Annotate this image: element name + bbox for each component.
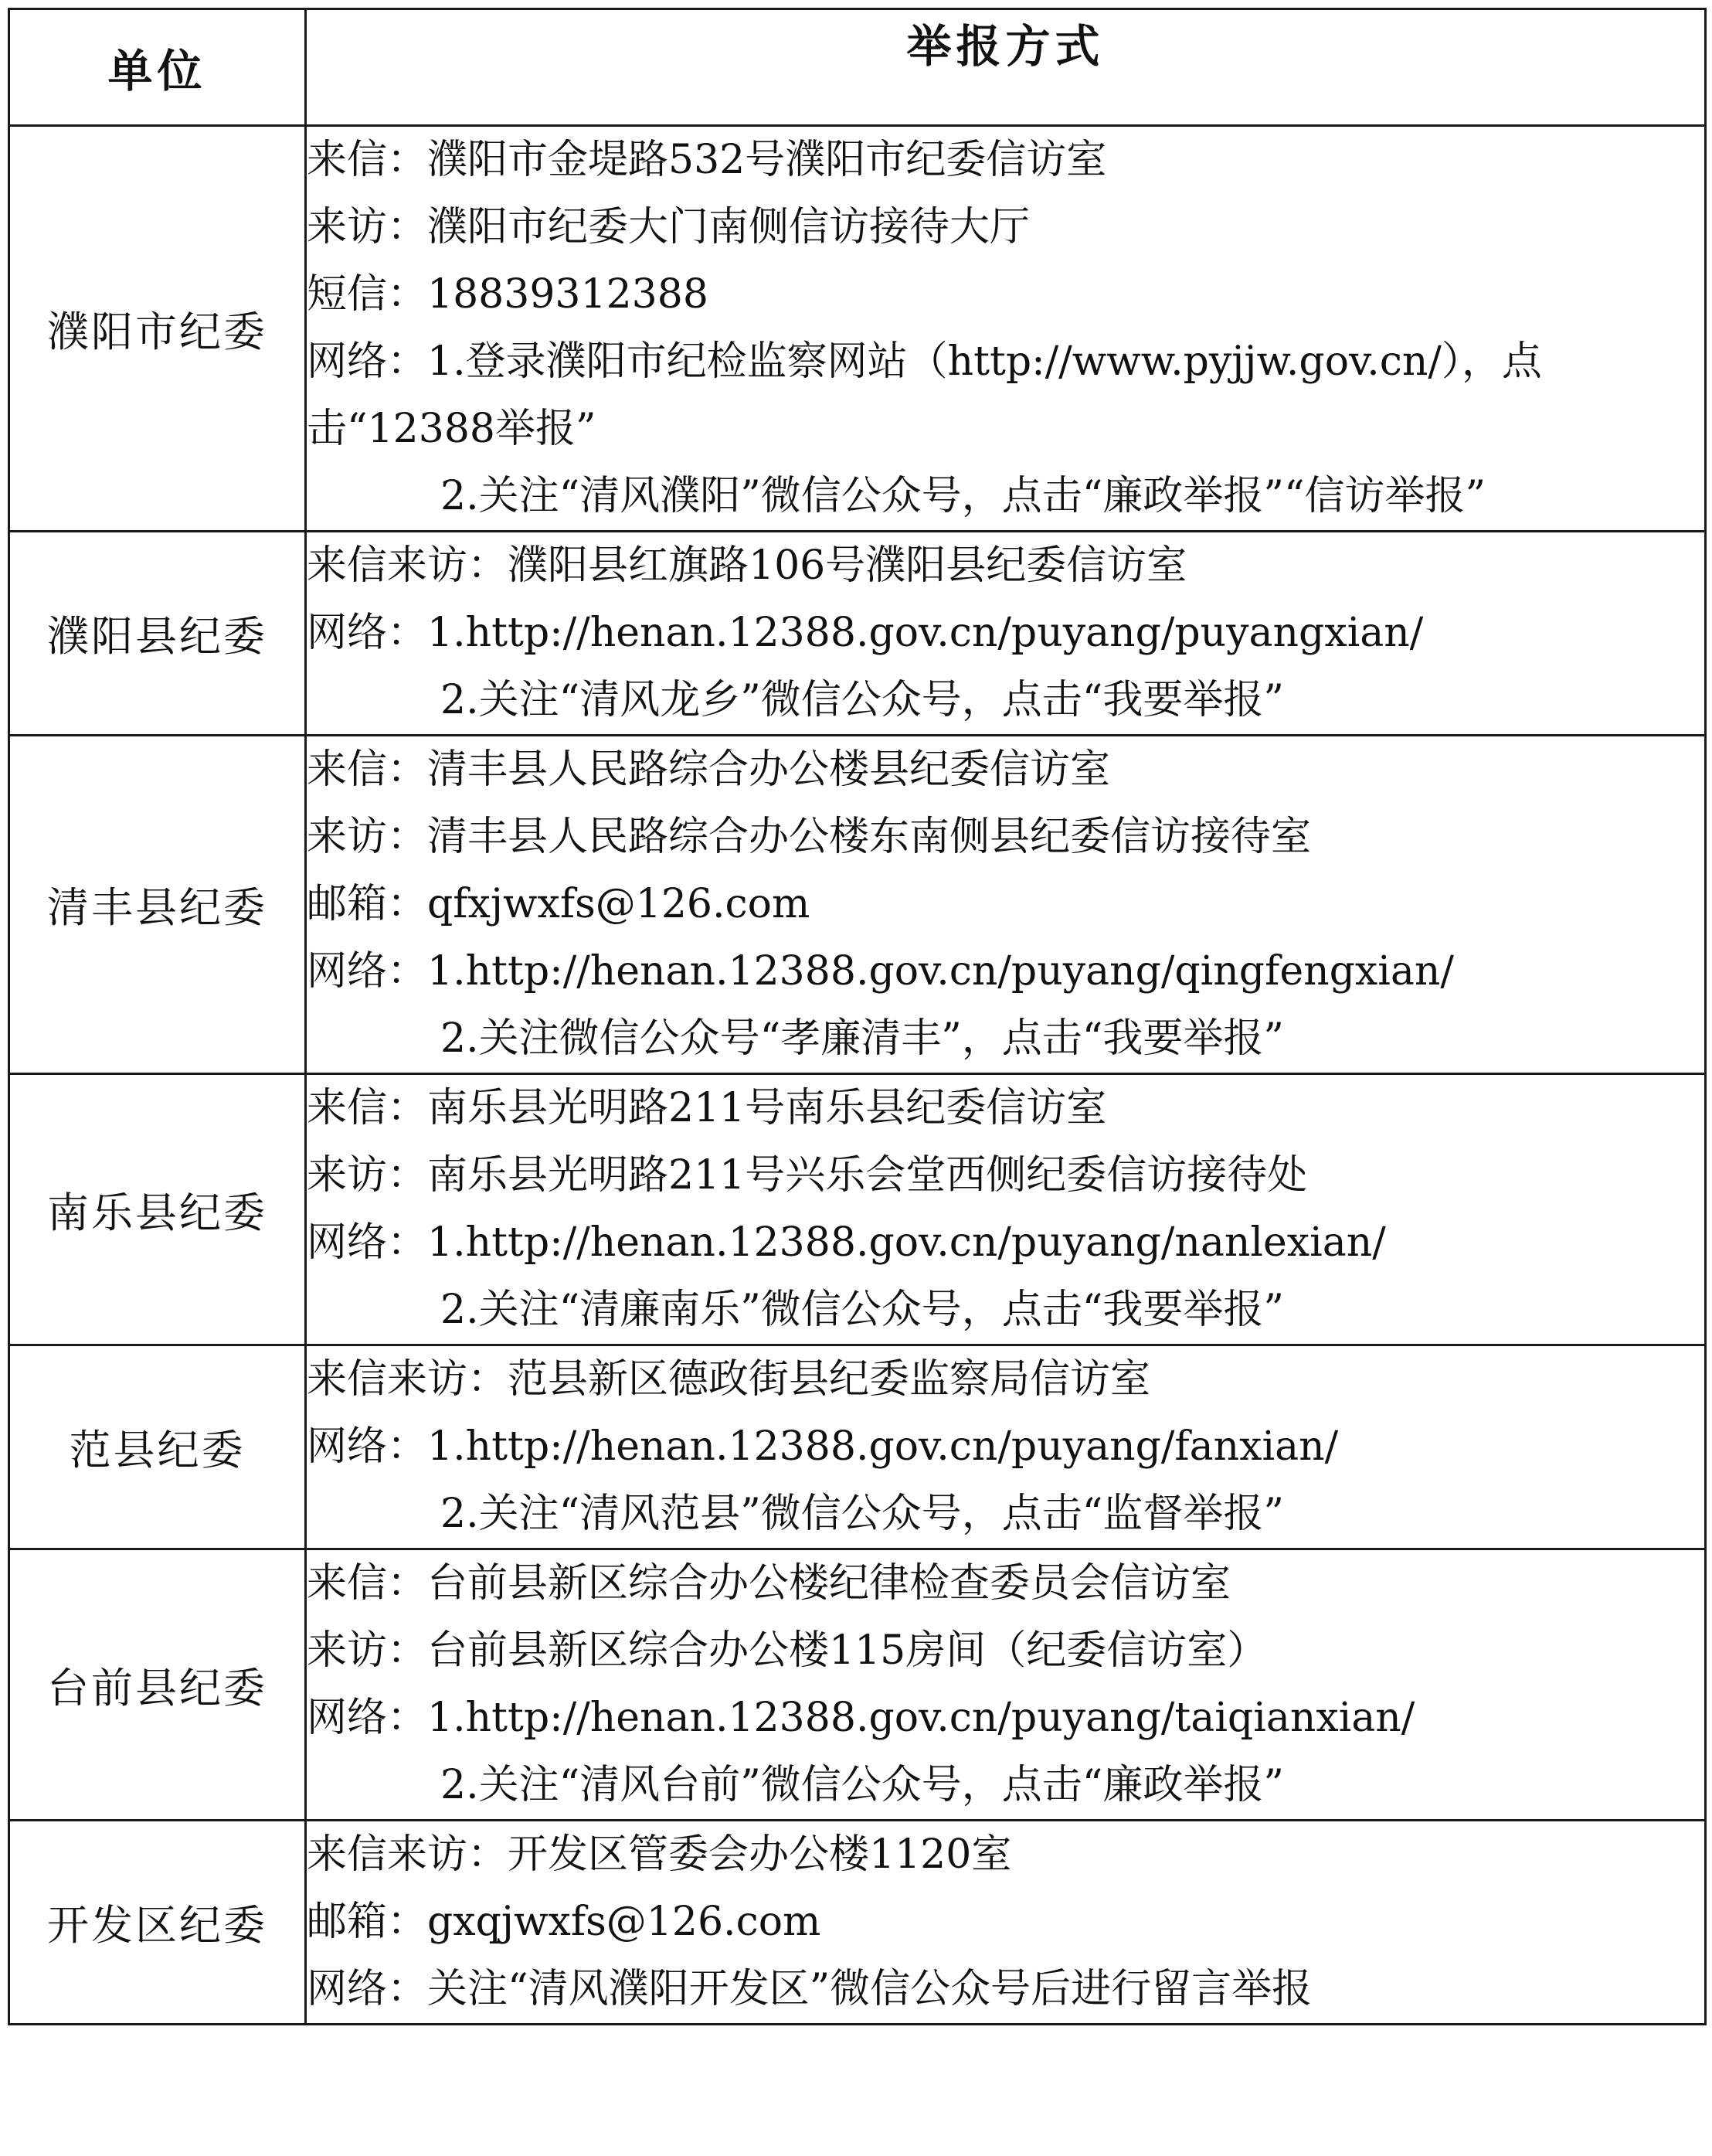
method-line: 来信：南乐县光明路211号南乐县纪委信访室 bbox=[307, 1085, 1107, 1131]
method-cell bbox=[306, 532, 1706, 736]
table-row bbox=[9, 736, 1706, 1074]
method-line: 网络：1.http://henan.12388.gov.cn/puyang/taiqianxian/ bbox=[307, 1695, 1415, 1741]
unit-cell: 台前县纪委 bbox=[9, 1549, 306, 1821]
method-cell bbox=[306, 1074, 1706, 1345]
method-line: 邮箱：gxqjwxfs@126.com bbox=[307, 1899, 821, 1945]
unit-cell: 南乐县纪委 bbox=[9, 1074, 306, 1345]
method-line: 短信：18839312388 bbox=[307, 271, 708, 318]
method-line: 2.关注“清风范县”微信公众号，点击“监督举报” bbox=[440, 1491, 1284, 1537]
method-line: 来访：台前县新区综合办公楼115房间（纪委信访室） bbox=[307, 1627, 1268, 1674]
unit-cell: 清丰县纪委 bbox=[9, 736, 306, 1074]
method-line: 2.关注微信公众号“孝廉清丰”，点击“我要举报” bbox=[440, 1015, 1284, 1062]
method-line: 来访：濮阳市纪委大门南侧信访接待大厅 bbox=[307, 204, 1031, 250]
unit-cell: 范县纪委 bbox=[9, 1345, 306, 1549]
method-cell bbox=[306, 1821, 1706, 2025]
method-line: 网络：1.http://henan.12388.gov.cn/puyang/qingfengxian/ bbox=[307, 948, 1454, 995]
method-line: 邮箱：qfxjwxfs@126.com bbox=[307, 881, 810, 927]
method-line: 来信来访：濮阳县红旗路106号濮阳县纪委信访室 bbox=[307, 542, 1187, 589]
method-line: 2.关注“清风龙乡”微信公众号，点击“我要举报” bbox=[440, 677, 1284, 723]
table-row bbox=[9, 1821, 1706, 2025]
unit-cell: 濮阳县纪委 bbox=[9, 532, 306, 736]
table-row bbox=[9, 126, 1706, 532]
method-line: 来信来访：范县新区德政街县纪委监察局信访室 bbox=[307, 1356, 1151, 1403]
table-row bbox=[9, 1074, 1706, 1345]
method-cell bbox=[306, 1549, 1706, 1821]
method-cell bbox=[306, 736, 1706, 1074]
method-line: 网络：1.http://henan.12388.gov.cn/puyang/puyangxian/ bbox=[307, 610, 1424, 656]
table-row bbox=[9, 1345, 1706, 1549]
method-line: 来信：台前县新区综合办公楼纪律检查委员会信访室 bbox=[307, 1560, 1231, 1607]
table-header-row bbox=[9, 9, 1706, 126]
table-row bbox=[9, 1549, 1706, 1821]
method-line: 来信：清丰县人民路综合办公楼县纪委信访室 bbox=[307, 746, 1111, 793]
method-line: 网络：关注“清风濮阳开发区”微信公众号后进行留言举报 bbox=[307, 1966, 1313, 2012]
method-line: 网络：1.登录濮阳市纪检监察网站（http://www.pyjjw.gov.cn/），点击“12388举报” bbox=[307, 338, 1542, 452]
report-methods-table bbox=[8, 8, 1707, 2025]
method-line: 2.关注“清风台前”微信公众号，点击“廉政举报” bbox=[440, 1762, 1284, 1808]
unit-cell: 开发区纪委 bbox=[9, 1821, 306, 2025]
method-line: 2.关注“清风濮阳”微信公众号，点击“廉政举报”“信访举报” bbox=[440, 473, 1486, 519]
unit-cell: 濮阳市纪委 bbox=[9, 126, 306, 532]
method-line: 2.关注“清廉南乐”微信公众号，点击“我要举报” bbox=[440, 1287, 1284, 1333]
method-line: 来信来访：开发区管委会办公楼1120室 bbox=[307, 1831, 1012, 1878]
method-line: 网络：1.http://henan.12388.gov.cn/puyang/nanlexian/ bbox=[307, 1219, 1386, 1266]
method-cell bbox=[306, 126, 1706, 532]
method-line: 来信：濮阳市金堤路532号濮阳市纪委信访室 bbox=[307, 137, 1107, 183]
method-line: 网络：1.http://henan.12388.gov.cn/puyang/fanxian/ bbox=[307, 1423, 1339, 1470]
header-method: 举报方式 bbox=[306, 9, 1706, 126]
table-row bbox=[9, 532, 1706, 736]
method-line: 来访：清丰县人民路综合办公楼东南侧县纪委信访接待室 bbox=[307, 814, 1312, 860]
header-unit: 单位 bbox=[9, 9, 306, 126]
method-cell bbox=[306, 1345, 1706, 1549]
method-line: 来访：南乐县光明路211号兴乐会堂西侧纪委信访接待处 bbox=[307, 1152, 1308, 1199]
